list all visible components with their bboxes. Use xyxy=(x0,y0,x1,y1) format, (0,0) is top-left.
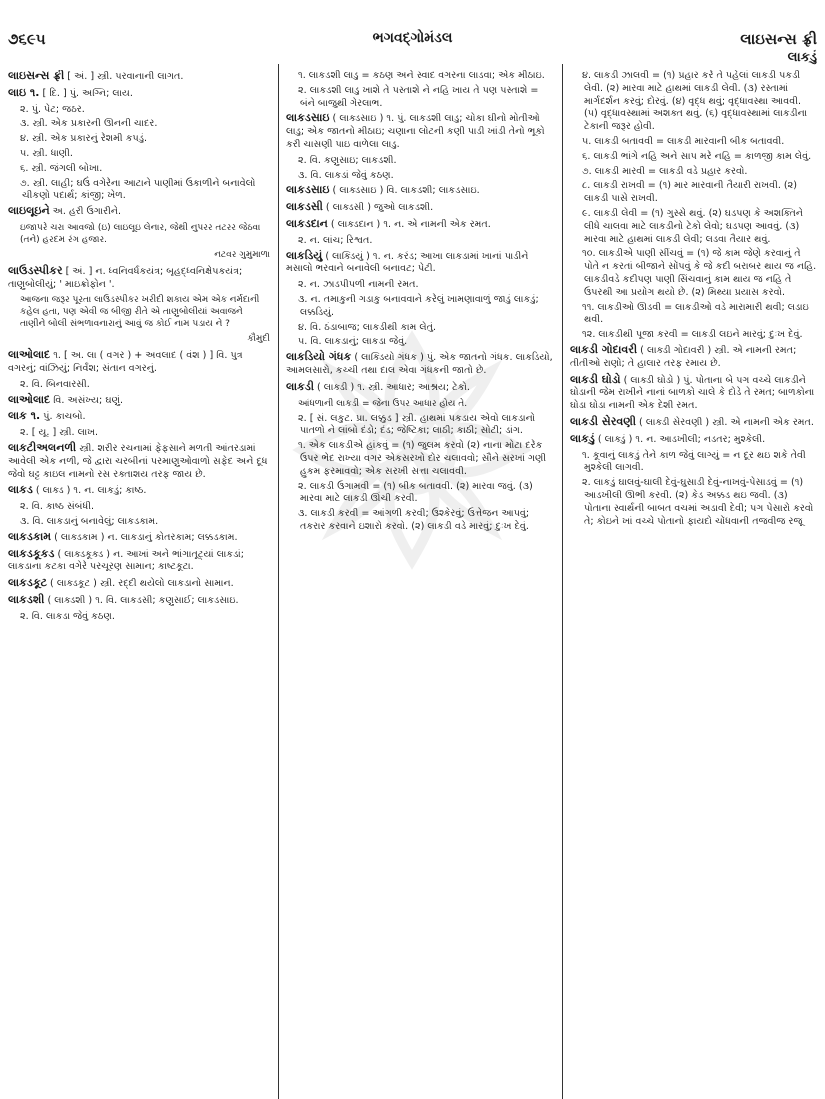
headword: લાકડી xyxy=(286,379,314,393)
definition-text: ૧. [ અ. લા ( વગર ) + અવલાદ ( વંશ ) ] વિ. પુત્ર વગરનું; વાંઝિયું; નિર્વંશ; સંતાન વગરનું. xyxy=(8,350,243,374)
sub-definition: ૨. [ યૂ. ] સ્ત્રી. લાખ. xyxy=(20,427,99,439)
sub-definition: ૧૦. લાકડીએ પાણી સીંચવું = (૧) જે કામ જેણે કરવાનું તે પોતે ન કરતાં બીજાને સોંપવું કે જે કદી બરાબર થાય જ નહિ. લાકડીવડે કદીપણ પાણી સિંચવાનું કામ થાય જ નહિ તે ઉપરથી આ પ્રયોગ થયો છે. (૨) મિથ્યા પ્રયાસ કરવો. xyxy=(582,248,817,298)
sub-definition: ૨. વિ. લાકડા જેવું કઠણ. xyxy=(20,610,115,622)
sub-definition: ૪. વિ. ઠંડાબાજ; લાકડીથી કામ લેતું. xyxy=(298,321,437,333)
dictionary-entry xyxy=(8,531,270,545)
sub-definition: ૧. એક લાકડીએ હાંકવું = (૧) જુલમ કરવો (૨) નાના મોટા દરેક ઉપર ભેદ રાખ્યા વગર એકસરખો દોર ચલાવવો; સૌને સરખાં ગણી હુકમ ફરમાવવો; એક સરખી સત્તા ચલાવવી. xyxy=(298,440,547,477)
definition-text: ( લાક્ડિયો ગંધક ) પું. એક જાતનો ગંધક. લાકડિયો, આમલસારો, કચ્ચી તથા દાલ એવા ગંધકની જાતો છે. xyxy=(286,352,553,376)
sub-definition: ૫. સ્ત્રી. ધાણી. xyxy=(20,147,73,159)
sub-definition: ૨. વિ. કણુસાઇ; લાકડશી. xyxy=(298,154,397,166)
sub-definition: ૮. લાકડી રાખવી = (૧) માર મારવાની તૈયારી રાખવી. (૨) લાકડી પાસે રાખવી. xyxy=(582,180,798,205)
headword: લાઓલાદ xyxy=(8,348,51,362)
sub-definition: ૭. સ્ત્રી. લાહી; ઘઉં વગેરેના આટાને પાણીમાં ઉકાળીને બનાવેલો ચીકણો પદાર્થ; કાંજી; ખેળ. xyxy=(20,177,256,202)
dictionary-entry xyxy=(8,349,270,376)
sub-definition: ૪. લાકડી ઝાલવી = (૧) પ્રહાર કરે તે પહેલાં લાકડી પકડી લેવી. (૨) મારવા માટે હાથમાં લાકડી લેવી. (૩) રસ્તામાં માર્ગદર્શન કરવું; દોરવું. (૪) વૃદ્ધ થવું; વૃદ્ધાવસ્થા આવવી. (૫) વૃદ્ધાવસ્થામાં અશક્ત થવું. (૬) વૃદ્ધાવસ્થામાં લાકડીના ટેકાની જરૂર હોવી. xyxy=(582,70,808,133)
dictionary-entry xyxy=(8,70,270,84)
sub-definition: ૨. લાકડી ઉગામવી = (૧) બીક બતાવવી. (૨) મારવા જવું. (૩) મારવા માટે લાકડી ઊંચી કરવી. xyxy=(298,480,533,505)
dictionary-entry xyxy=(8,594,270,608)
dictionary-column-2 xyxy=(286,70,553,1095)
headword: લાકડકૂકડ xyxy=(8,546,55,560)
definition-text: ( લાક્ડદાન ) ૧. ન. એ નામની એક રમત. xyxy=(327,218,491,230)
page-header xyxy=(0,0,825,65)
sub-definition: ૩. લાકડી કરવી = આંગળી કરવી; ઉશ્કેરવું; ઉત્તેજન આપવું; તકરાર કરવાને ઇશારો કરવો. (૨) લાકડી વડે મારવું; દુઃખ દેવું. xyxy=(298,508,530,532)
headword: લાકડિયું xyxy=(286,248,323,262)
usage-quote: ઇજાપરે ચરા આવજો (ઇ) લાઇલૂઇ લેનાર, જેથી નુપરર તટરર જેઠવા (તને) હરદમ રંગ હજાર. xyxy=(20,222,261,245)
sub-definition: ૨. લાકડશી લાડુ ખાશે તે પસ્તાશે ને નહિ ખાય તે પણ પસ્તાશે = બંને બાજુથી ગેરલાભ. xyxy=(298,84,539,109)
sub-definition: ૫. લાકડી બતાવવી = લાકડી મારવાની બીક બતાવવી. xyxy=(582,135,785,147)
headword: લાઇલૂઇને xyxy=(8,204,50,218)
dictionary-entry xyxy=(286,184,553,198)
headword: લાકડી સેરવણી xyxy=(570,414,636,428)
definition-text: [ દિ. ] પું. અગ્નિ; લાય. xyxy=(39,87,133,99)
definition-text: ( લાક્ડિયું ) ૧. ન. કરંડ; આખા લાકડામાં ખાનાં પાડીને મસાલો ભરવાને બનાવેલી બનાવટ; પેટી. xyxy=(286,250,529,275)
definition-text: અ. હરી ઉગારીને. xyxy=(49,206,122,218)
definition-text: [ અં. ] ન. ધ્વનિવર્ધકયંત્ર; બૃહદ્ધ્વનિક્ષેપકયંત્ર; તાણુબોલીયું; ' માઇક્રોફોન '. xyxy=(8,265,243,290)
guide-word-last: લાકડું xyxy=(787,50,817,65)
sub-definition: ૧૧. લાકડીઓ ઊડવી = લાકડીઓ વડે મારામારી થવી; લડાઇ થવી. xyxy=(582,301,809,326)
dictionary-column-1 xyxy=(8,70,270,1095)
usage-quote: આંધળાની લાકડી = જેના ઉપર આધાર હોય તે. xyxy=(298,398,468,409)
definition-text: ( લાક્ડી ) ૧. સ્ત્રી. આધાર; આશ્રય; ટેકો. xyxy=(313,381,470,393)
sub-definition: ૬. લાકડી ભાંગે નહિ અને સાપ મરે નહિ = કાળજી કામ લેવું. xyxy=(582,150,812,162)
sub-definition: ૪. સ્ત્રી. એક પ્રકારનું રેશમી કપડું. xyxy=(20,133,148,145)
dictionary-entry xyxy=(8,548,270,575)
definition-text: ( લાક્ડશી ) ૧. વિ. લાકડસી; કણુસાઈ; લાકડસાઇ. xyxy=(44,594,239,606)
dictionary-entry xyxy=(8,87,270,101)
dictionary-entry xyxy=(8,484,270,498)
definition-text: ( લાક્ડું ) ૧. ન. આડખીલી; નડતર; મુશ્કેલી. xyxy=(594,433,766,445)
page-number: ૭૬૯૫ xyxy=(8,30,46,48)
sub-definition: ૫. વિ. લાકડાનું; લાકડા જેવું. xyxy=(298,336,408,348)
sub-definition: ૩. સ્ત્રી. એક પ્રકારની ઊનની ચાદર. xyxy=(20,118,158,130)
headword: લાકડું xyxy=(570,431,595,445)
book-title: ભગવદ્ગોમંડલ xyxy=(372,30,453,46)
dictionary-entry xyxy=(286,351,553,378)
dictionary-entry xyxy=(8,394,270,408)
headword: લાકડદાન xyxy=(286,216,328,230)
headword: લાકડિયો ગંધક xyxy=(286,350,352,364)
headword: લાઇસન્સ ફ્રી xyxy=(8,70,65,82)
headword: લાકડકામ xyxy=(8,529,52,543)
definition-text: ( લાક્ડકામ ) ન. લાકડાનું કોતરકામ; લક્કડકામ. xyxy=(51,531,238,543)
sub-definition: ૨. વિ. કાષ્ઠ સંબંધી. xyxy=(20,501,95,513)
definition-text: ( લાક્ડી સેરવણી ) સ્ત્રી. એ નામની એક રમત. xyxy=(635,416,814,428)
dictionary-entry xyxy=(286,250,553,277)
dictionary-entry xyxy=(286,201,553,215)
dictionary-entry xyxy=(570,416,817,430)
definition-text: ( લાક્ડસી ) જુઓ લાકડશી. xyxy=(322,202,434,214)
sub-definition: ૩. વિ. લાકડાનું બનાવેલું; લાકડકામ. xyxy=(20,515,159,527)
guide-words xyxy=(740,30,817,67)
sub-definition: ૨. વિ. બિનવારસી. xyxy=(20,378,90,390)
headword: લાકડી ગોદાવરી xyxy=(570,342,638,356)
definition-text: પું. કાચબો. xyxy=(40,411,86,423)
guide-word-first: લાઇસન્સ ફ્રી xyxy=(740,30,817,48)
headword: લાઓલાદ xyxy=(8,392,51,406)
sub-definition: ૧. લાકડશી લાડુ = કઠણ અને સ્વાદ વગરના લાડવા; એક મીઠાઇ. xyxy=(298,70,545,81)
headword: લાકડ xyxy=(8,483,33,497)
dictionary-entry xyxy=(570,344,817,371)
headword: લાકડી ઘોડો xyxy=(570,372,621,386)
headword: લાકડકૂટ xyxy=(8,576,47,590)
dictionary-column-3 xyxy=(570,70,817,1095)
definition-text: [ અં. ] સ્ત્રી. પરવાનાની લાગત. xyxy=(64,71,184,82)
sub-definition: ૨. ન. લાંચ; રિશ્વત. xyxy=(298,234,373,246)
sub-definition: ૩. વિ. લાકડાં જેવું કઠણ. xyxy=(298,169,394,181)
sub-definition: ૨. પું. પેટ; જઠર. xyxy=(20,103,85,115)
dictionary-entry xyxy=(286,218,553,232)
sub-definition: ૨. ન. ઝાડપીપળી નામની રમત. xyxy=(298,279,419,291)
sub-definition: ૭. લાકડી મારવી = લાકડી વડે પ્રહાર કરવો. xyxy=(582,165,748,177)
dictionary-entry xyxy=(8,205,270,219)
headword: લાકડસાઇ xyxy=(286,183,330,197)
dictionary-entry xyxy=(8,577,270,591)
headword: લાકડશી xyxy=(8,592,45,606)
sub-definition: ૧૨. લાકડીથી પૂજા કરવી = લાકડી લઇને મારવું; દુઃખ દેવું. xyxy=(582,329,803,341)
dictionary-entry xyxy=(286,112,553,151)
headword: લાકટીઅલનળી xyxy=(8,440,77,454)
sub-definition: ૨. [ સં. લકુટ. પ્રા. લક્કુડ ] સ્ત્રી. હાથમાં પકડાય એવો લાકડાનો પાતળો ને લાંબો દંડો; દંડ; જેષ્ટિકા; લાઠી; કાઠી; સોટી; ડાંગ. xyxy=(298,412,536,437)
headword: લાક ૧. xyxy=(8,409,41,423)
definition-text: ( લાક્ડકૂટ ) સ્ત્રી. રદ્દી થયેલો લાકડાનો સામાન. xyxy=(46,578,234,590)
sub-definition: ૯. લાકડી લેવી = (૧) ગુસ્સે થવું. (૨) ઘડપણ કે અશક્તિને લીધે ચાલવા માટે લાકડીનો ટેકો લેવો; ઘડપણ આવવું. (૩) મારવા માટે હાથમાં લાકડી લેવી; લડવા તૈયાર થવું. xyxy=(582,207,803,245)
headword: લાકડસી xyxy=(286,200,323,214)
column-divider xyxy=(278,64,279,1099)
dictionary-entry xyxy=(286,381,553,395)
headword: લાઇ ૧. xyxy=(8,85,40,99)
dictionary-entry xyxy=(570,374,817,413)
sub-definition: ૬. સ્ત્રી. જંગલી બોખા. xyxy=(20,162,103,174)
column-divider xyxy=(562,64,563,1099)
quote-source: કૌમુદી xyxy=(247,334,270,345)
definition-text: ( લાક્ડસાઇ ) ૧. પું. લાકડશી લાડુ; ચોકા ઘીનો મોતીઓ લાડુ; એક જાતનો મીઠાઇ; ચણાના લોટની કણી પાડી ખાંડી તેનો ભૂકો કરી ચાસણી પાઇ વાળેલા લાડુ. xyxy=(286,113,545,150)
definition-text: ( લાક્ડી ગોદાવરી ) સ્ત્રી. એ નામની રમત; તીતીઓ રાણો; તે હાલાર તરફ રમાય છે. xyxy=(570,344,797,369)
dictionary-entry xyxy=(8,442,270,481)
quote-source: નટવર ગુમુમાળા xyxy=(214,249,270,260)
dictionary-entry xyxy=(8,410,270,424)
definition-text: સ્ત્રી. શરીર રચનામાં ફેફસાને મળતી આંતરડામાં આવેલી એક નળી, જે દ્વારા ચરબીનાં પરમાણુઓવાળો સફેદ અને દૂધ જેવો ઘટ્ટ કાઇલ નામનો રસ રક્તાશય તરફ જાય છે. xyxy=(8,442,268,480)
definition-text: ( લાક્ડી ઘોડો ) પું. પોતાના બે પગ વચ્ચે લાકડીને ઘોડાની જેમ રાખીને નાનાં બાળકો ચાલે કે દોડે તે રમત; બાળકોના ઘોડા ઘોડા નામની એક દેશી રમત. xyxy=(570,374,815,412)
definition-text: વિ. અસંખ્ય; ઘણું. xyxy=(50,394,124,406)
headword: લાકડસાઇ xyxy=(286,111,330,125)
dictionary-entry xyxy=(8,265,270,292)
sub-definition: ૧. કૂવાનું લાકડું તેને કાળ જેવું લાગ્યું = ન દૂર થઇ શકે તેવી મુશ્કેલી લાગવી. xyxy=(582,449,806,474)
definition-text: ( લાક્ડસાઇ ) વિ. લાકડશી; લાકડસાઇ. xyxy=(329,185,480,197)
definition-text: ( લાક્ડ ) ૧. ન. લાકડું; કાષ્ઠ. xyxy=(32,485,147,497)
sub-definition: ૨. લાકડું ઘાલવું-ઘાલી દેવું-ઘુસાડી દેવું-નાખવું-પેસાડવું = (૧) આડખીલી ઊભી કરવી. (૨) કેડ અક્કડ થઇ જવી. (૩) પોતાના સ્વાર્થની બાબત વચમાં અડાવી દેવી; પગ પેસારો કરવો તે; કોઇને ખાં વચ્ચે પોતાનો ફાયદો ચોંધવાની તજવીજ રજૂ xyxy=(582,477,814,527)
sub-definition: ૩. ન. તમાકુની ગડાકુ બનાવવાને કરેલું ખામણાવાળું જાડું લાકડું; લક્કડિયું. xyxy=(298,293,539,318)
usage-quote: આજના જરૂર પૂરતા લાઉડસ્પીકર ખરીદી શકાય એમ એક નર્મદાની કહેલ હતા, પણ એવી જ બીજી રીતે એ તાણુબોલીયાં અવાજને તાણીને બોલી સંભળાવનારાનું આવું જ કોઈ નામ પડાય ને ? xyxy=(20,295,260,330)
dictionary-entry xyxy=(570,433,817,447)
definition-text: ( લાક્ડકૂક્ડ ) ન. આખાં અને ભાંગાતૂટ્યાં લાકડાં; લાકડાના કટકા વગેરે પરચૂરણ સામાન; કાષ્ટકૂટા. xyxy=(8,548,244,573)
headword: લાઉડસ્પીકર xyxy=(8,263,63,277)
